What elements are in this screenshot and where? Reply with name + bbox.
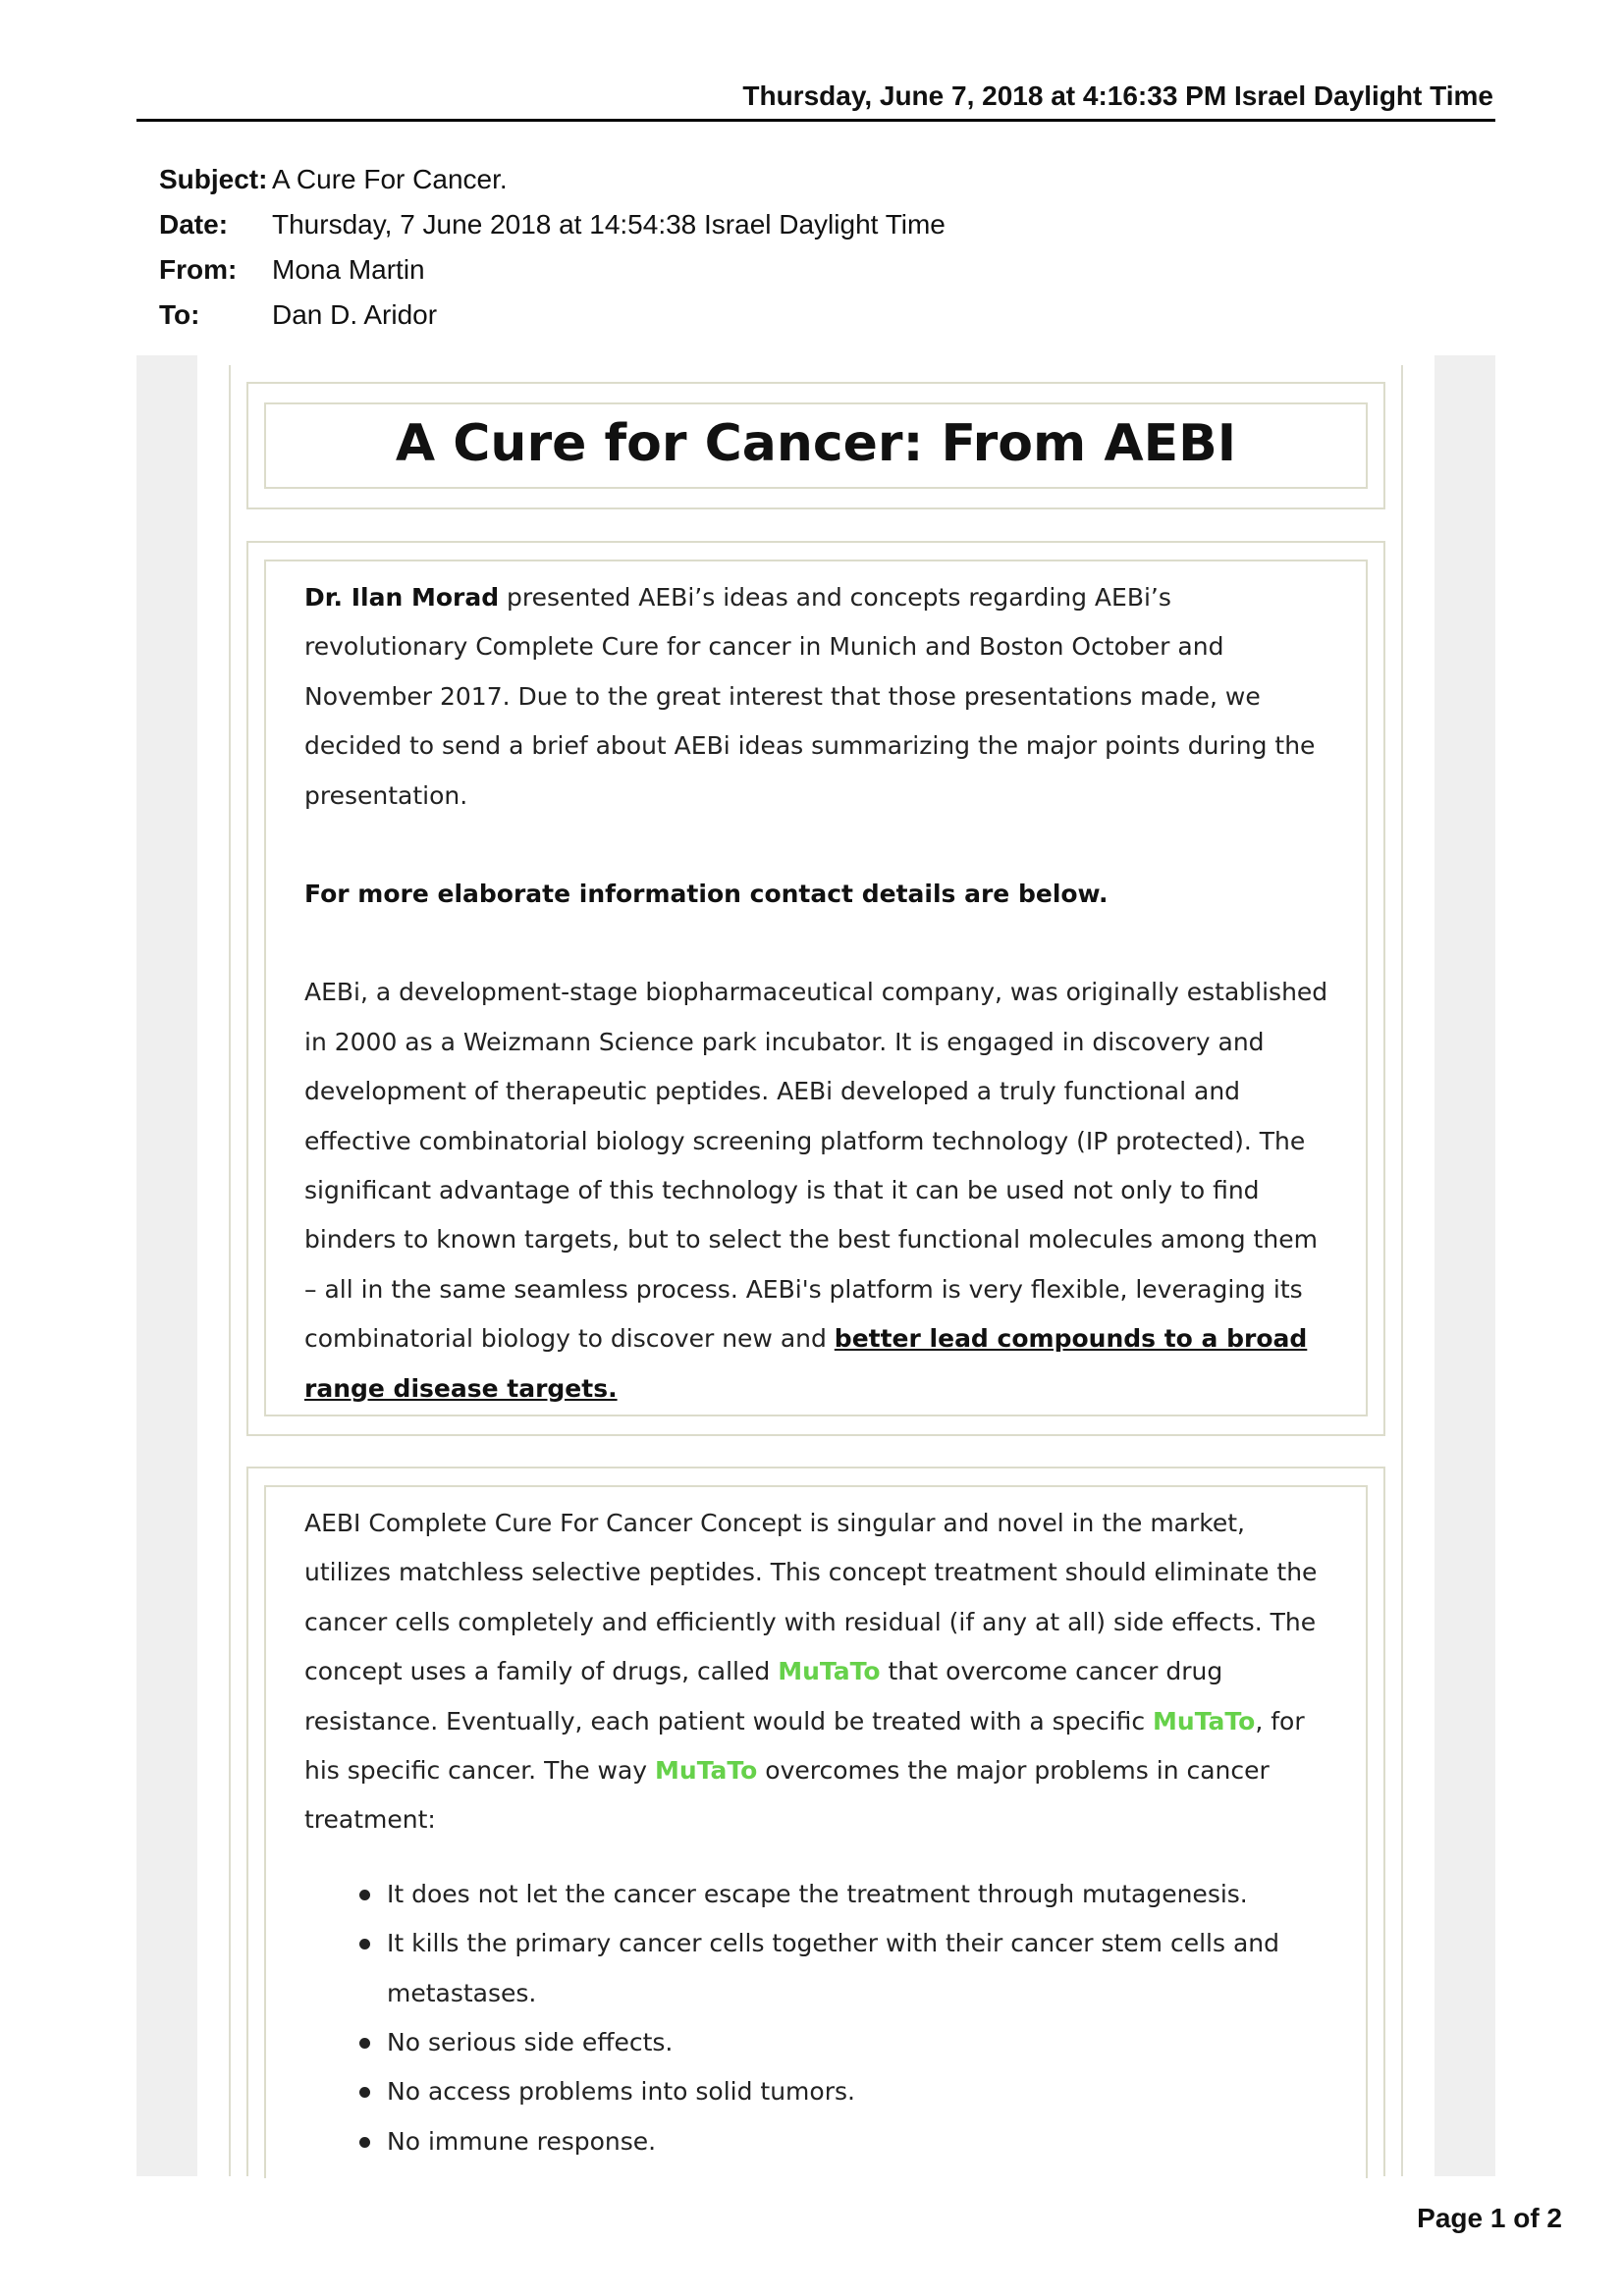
title-box [246, 382, 1385, 509]
contact-note-text: For more elaborate information contact details are below. [304, 880, 1109, 909]
list-item: No serious side effects. [304, 2018, 1328, 2067]
to-value: Dan D. Aridor [272, 299, 438, 330]
email-meta [159, 157, 1337, 338]
intro-box-inner [264, 560, 1368, 1416]
date-value: Thursday, 7 June 2018 at 14:54:38 Israel Daylight Time [272, 209, 946, 240]
to-label: To: [159, 299, 200, 330]
mutato-term: MuTaTo [655, 1756, 758, 1786]
date-row [159, 202, 1337, 247]
bullet-icon [359, 2038, 370, 2049]
mutato-term: MuTaTo [1153, 1706, 1256, 1735]
list-item: No immune response. [304, 2117, 1328, 2166]
subject-label: Subject: [159, 164, 268, 194]
email-title: A Cure for Cancer: From AEBI [395, 414, 1237, 473]
concept-text-2: that overcome cancer drug resistance. Eventually, each patient would be treated with a specific [304, 1657, 1223, 1735]
from-row [159, 247, 1337, 293]
subject-value: A Cure For Cancer. [272, 164, 508, 194]
lead-compounds-link[interactable]: better lead compounds to a broad range disease targets. [304, 1324, 1308, 1403]
date-label: Date: [159, 209, 229, 240]
bullet-icon [359, 1890, 370, 1900]
list-item: It does not let the cancer escape the treatment through mutagenesis. [304, 1870, 1328, 1919]
bullet-icon [359, 2137, 370, 2148]
to-row [159, 293, 1337, 338]
page-number: Page 1 of 2 [1417, 2203, 1562, 2233]
print-header: Thursday, June 7, 2018 at 4:16:33 PM Israel Daylight Time [136, 77, 1495, 122]
from-value: Mona Martin [272, 254, 425, 285]
concept-paragraph [304, 1499, 1328, 1845]
intro-paragraph [304, 573, 1328, 821]
problems-list [304, 1870, 1328, 2166]
concept-text-4: overcomes the major problems in cancer treatment: [304, 1756, 1270, 1835]
concept-box [246, 1467, 1385, 2176]
bullet-icon [359, 1939, 370, 1949]
company-paragraph [304, 968, 1328, 1414]
title-box-inner [264, 402, 1368, 489]
concept-text-3: , for his specific cancer. The way [304, 1706, 1305, 1786]
concept-text-1: AEBI Complete Cure For Cancer Concept is singular and novel in the market, utilizes matchless selective peptides. This concept treatment should eliminate the cancer cells completely and efficiently with residual (if any at all) side effects. The concept uses a family of drugs, called [304, 1509, 1318, 1686]
mutato-term: MuTaTo [778, 1657, 881, 1686]
bullet-icon [359, 2087, 370, 2098]
subject-row [159, 157, 1337, 202]
from-label: From: [159, 254, 238, 285]
intro-text: presented AEBi’s ideas and concepts regarding AEBi’s revolutionary Complete Cure for cancer in Munich and Boston October and November 2017. Due to the great interest that those presentations made, we decided to send a brief about AEBi ideas summarizing the major points during the presentation. [304, 583, 1316, 810]
contact-note [304, 870, 1328, 919]
presenter-name: Dr. Ilan Morad [304, 583, 500, 612]
concept-box-inner [264, 1485, 1368, 2178]
list-item: It kills the primary cancer cells together with their cancer stem cells and metastases. [304, 1919, 1328, 2018]
list-item: No access problems into solid tumors. [304, 2067, 1328, 2116]
company-text: AEBi, a development-stage biopharmaceutical company, was originally established in 2000 as a Weizmann Science park incubator. It is engaged in discovery and development of therapeutic peptides. AEBi developed a truly functional and effective combinatorial biology screening platform technology (IP protected). The significant advantage of this technology is that it can be used not only to find binders to known targets, but to select the best functional molecules among them – all in the same seamless process. AEBi's platform is very flexible, leveraging its combinatorial biology to discover new and [304, 978, 1328, 1354]
intro-box [246, 541, 1385, 1436]
